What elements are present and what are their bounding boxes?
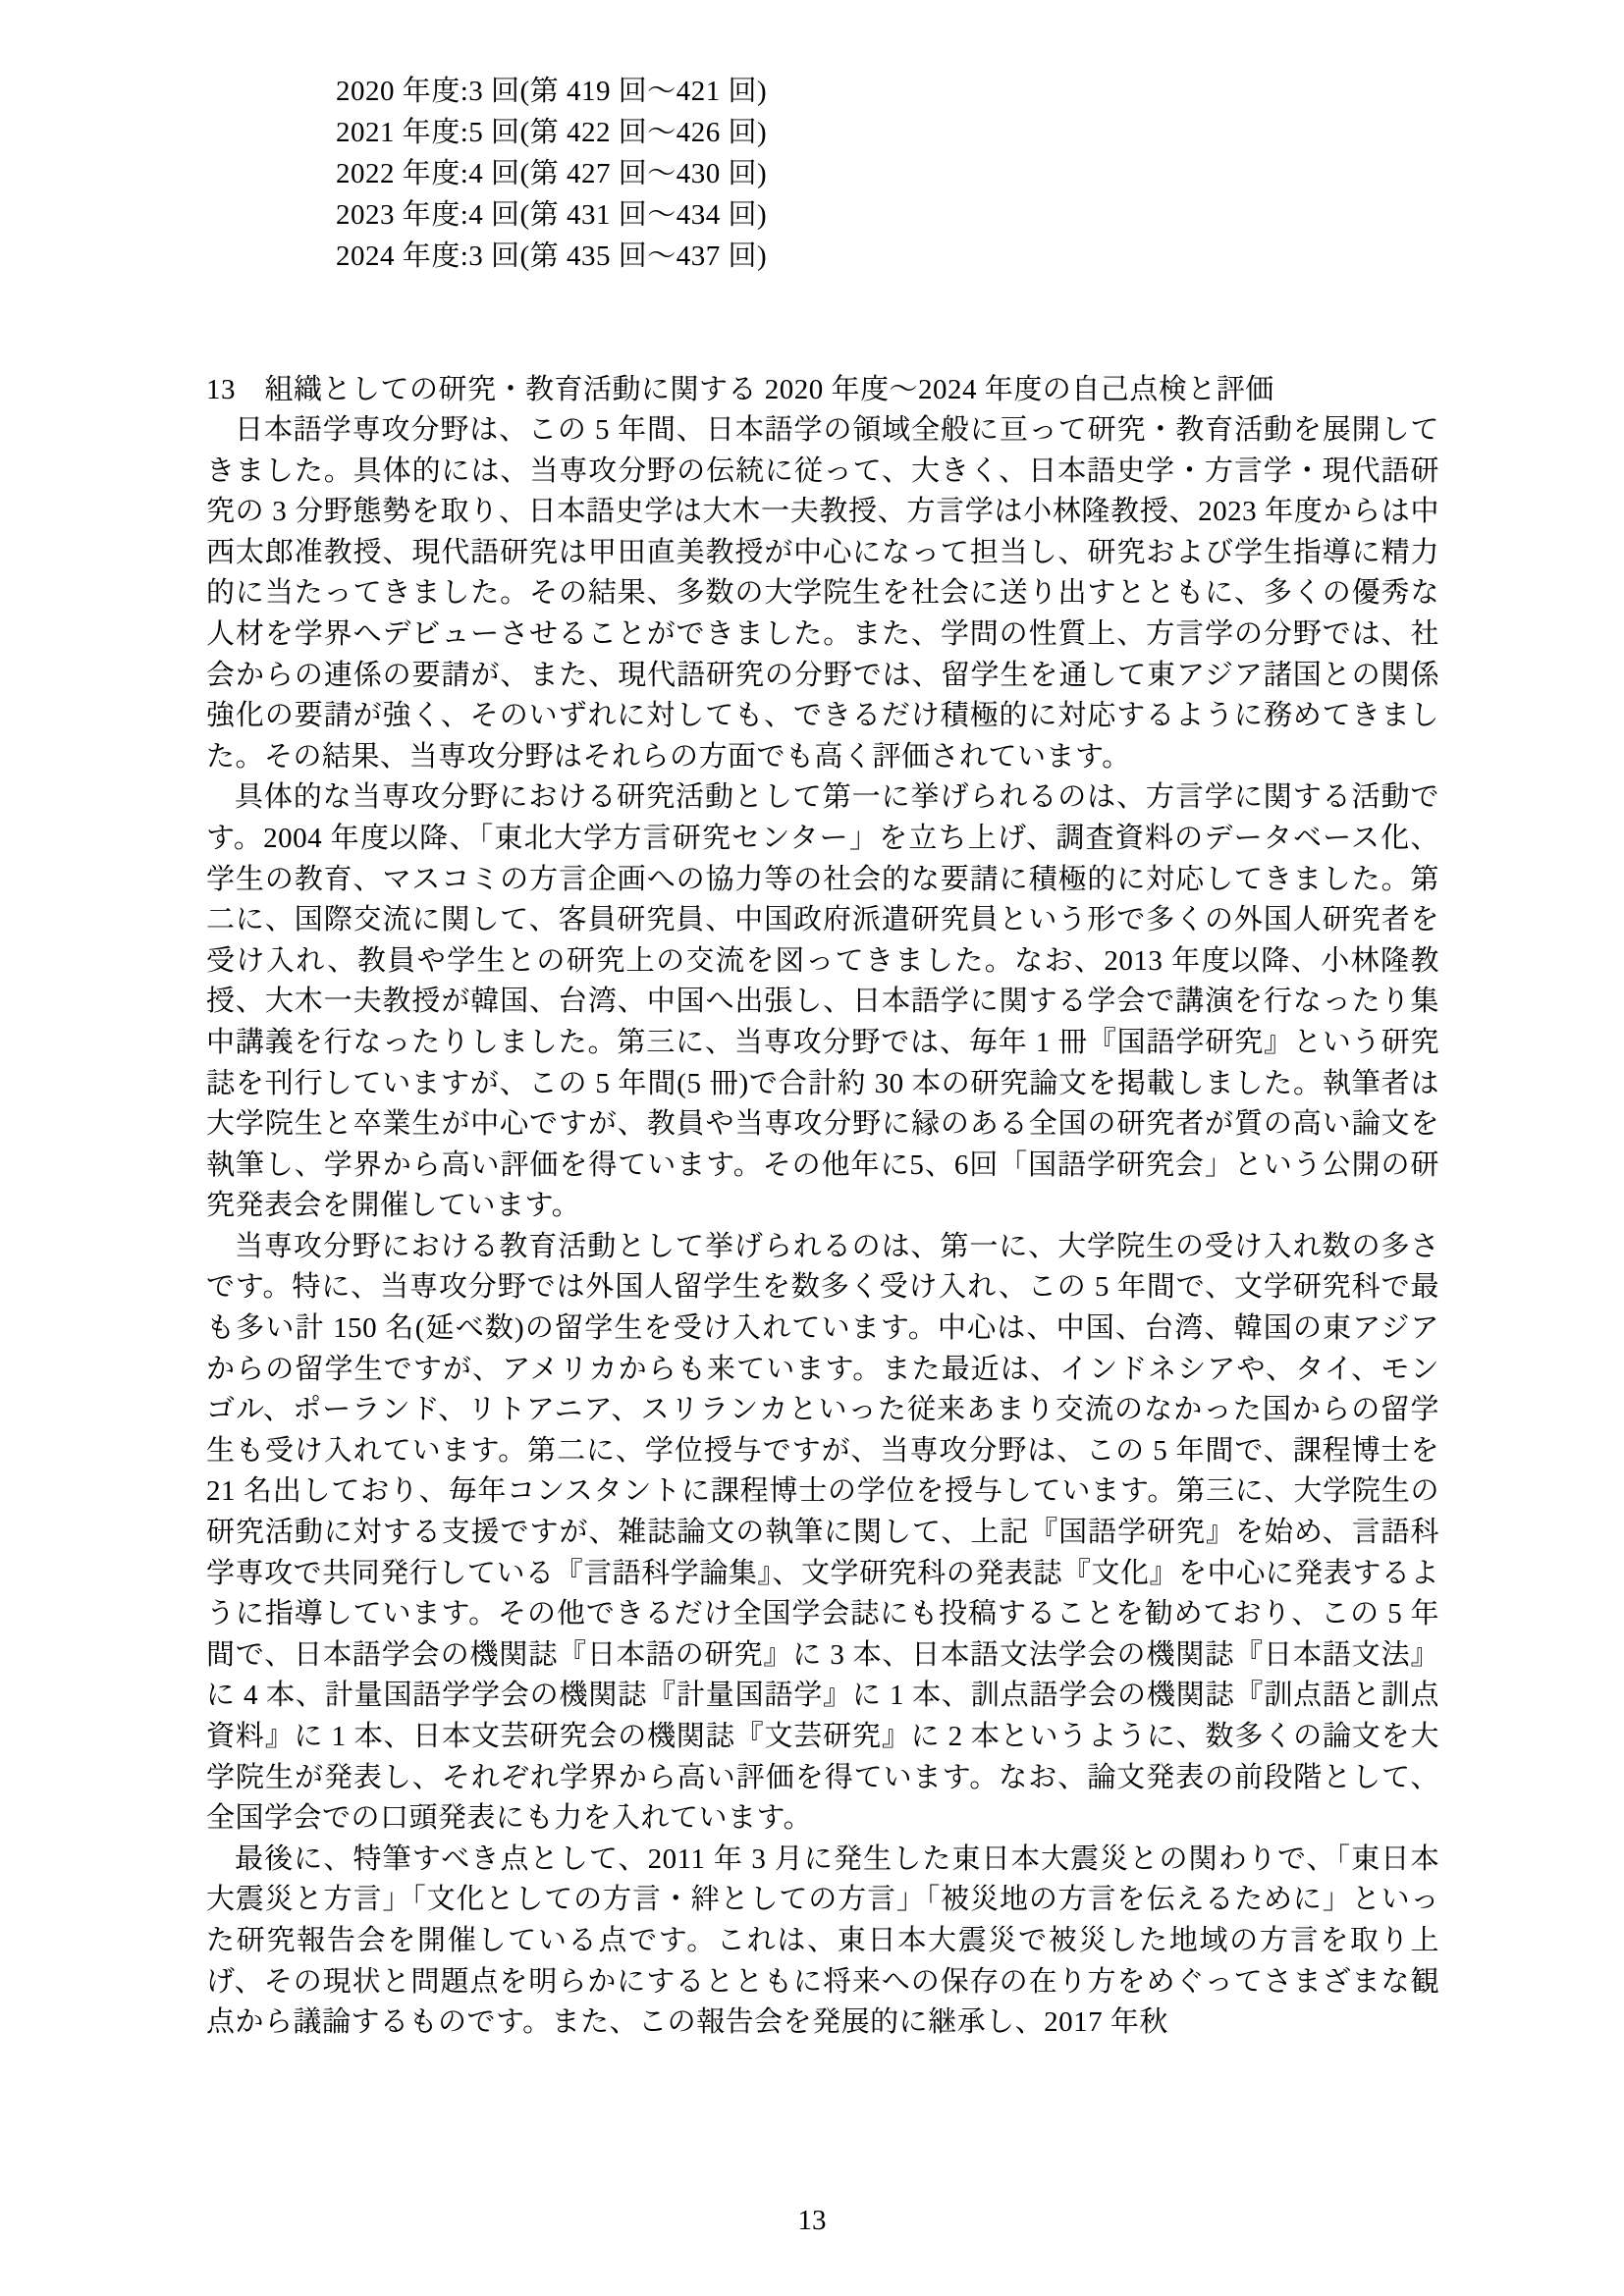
list-item: 2022 年度:4 回(第 427 回〜430 回)	[336, 158, 768, 189]
page-number: 13	[797, 2205, 827, 2236]
paragraph-research-activities: 具体的な当専攻分野における研究活動として第一に挙げられるのは、方言学に関する活動です。2004 年度以降、「東北大学方言研究センター」を立ち上げ、調査資料のデータベース化、学生の教育、マスコミの方言企画への協力等の社会的な要請に積極的に対応してきました。第二に、国際交流に関して、客員研究員、中国政府派遣研究員という形で多くの外国人研究者を受け入れ、教員や学生との研究上の交流を図ってきました。なお、2013 年度以降、小林隆教授、大木一夫教授が韓国、台湾、中国へ出張し、日本語学に関する学会で講演を行なったり集中講義を行なったりしました。第三に、当専攻分野では、毎年 1 冊『国語学研究』という研究誌を刊行していますが、この 5 年間(5 冊)で合計約 30 本の研究論文を掲載しました。執筆者は大学院生と卒業生が中心ですが、教員や当専攻分野に縁のある全国の研究者が質の高い論文を執筆し、学界から高い評価を得ています。その他年に5、6回「国語学研究会」という公開の研究発表会を開催しています。	[206, 781, 1439, 1222]
section-heading: 13 組織としての研究・教育活動に関する 2020 年度〜2024 年度の自己点検と評価	[206, 374, 1274, 405]
paragraph-overview: 日本語学専攻分野は、この 5 年間、日本語学の領域全般に亘って研究・教育活動を展開してきました。具体的には、当専攻分野の伝統に従って、大きく、日本語史学・方言学・現代語研究の 3 分野態勢を取り、日本語史学は大木一夫教授、方言学は小林隆教授、2023 年度からは中西太郎准教授、現代語研究は甲田直美教授が中心になって担当し、研究および学生指導に精力的に当たってきました。その結果、多数の大学院生を社会に送り出すとともに、多くの優秀な人材を学界へデビューさせることができました。また、学問の性質上、方言学の分野では、社会からの連係の要請が、また、現代語研究の分野では、留学生を通して東アジア諸国との関係強化の要請が強く、そのいずれに対しても、できるだけ積極的に対応するように務めてきました。その結果、当専攻分野はそれらの方面でも高く評価されています。	[206, 414, 1439, 773]
list-item: 2021 年度:5 回(第 422 回〜426 回)	[336, 117, 768, 148]
session-count-list	[336, 71, 1439, 277]
list-item: 2020 年度:3 回(第 419 回〜421 回)	[336, 76, 768, 107]
paragraph-earthquake-dialect: 最後に、特筆すべき点として、2011 年 3 月に発生した東日本大震災との関わりで、「東日本大震災と方言」「文化としての方言・絆としての方言」「被災地の方言を伝えるために」といった研究報告会を開催している点です。これは、東日本大震災で被災した地域の方言を取り上げ、その現状と問題点を明らかにするとともに将来への保存の在り方をめぐってさまざまな観点から議論するものです。また、この報告会を発展的に継承し、2017 年秋	[206, 1842, 1439, 2039]
list-item: 2024 年度:3 回(第 435 回〜437 回)	[336, 240, 768, 272]
list-item: 2023 年度:4 回(第 431 回〜434 回)	[336, 199, 768, 231]
paragraph-education-activities: 当専攻分野における教育活動として挙げられるのは、第一に、大学院生の受け入れ数の多さです。特に、当専攻分野では外国人留学生を数多く受け入れ、この 5 年間で、文学研究科で最も多い計 150 名(延べ数)の留学生を受け入れています。中心は、中国、台湾、韓国の東アジアからの留学生ですが、アメリカからも来ています。また最近は、インドネシアや、タイ、モンゴル、ポーランド、リトアニア、スリランカといった従来あまり交流のなかった国からの留学生も受け入れています。第二に、学位授与ですが、当専攻分野は、この 5 年間で、課程博士を 21 名出しており、毎年コンスタントに課程博士の学位を授与しています。第三に、大学院生の研究活動に対する支援ですが、雑誌論文の執筆に関して、上記『国語学研究』を始め、言語科学専攻で共同発行している『言語科学論集』、文学研究科の発表誌『文化』を中心に発表するように指導しています。その他できるだけ全国学会誌にも投稿することを勧めており、この 5 年間で、日本語学会の機関誌『日本語の研究』に 3 本、日本語文法学会の機関誌『日本語文法』に 4 本、計量国語学学会の機関誌『計量国語学』に 1 本、訓点語学会の機関誌『訓点語と訓点資料』に 1 本、日本文芸研究会の機関誌『文芸研究』に 2 本というように、数多くの論文を大学院生が発表し、それぞれ学界から高い評価を得ています。なお、論文発表の前段階として、全国学会での口頭発表にも力を入れています。	[206, 1230, 1439, 1835]
